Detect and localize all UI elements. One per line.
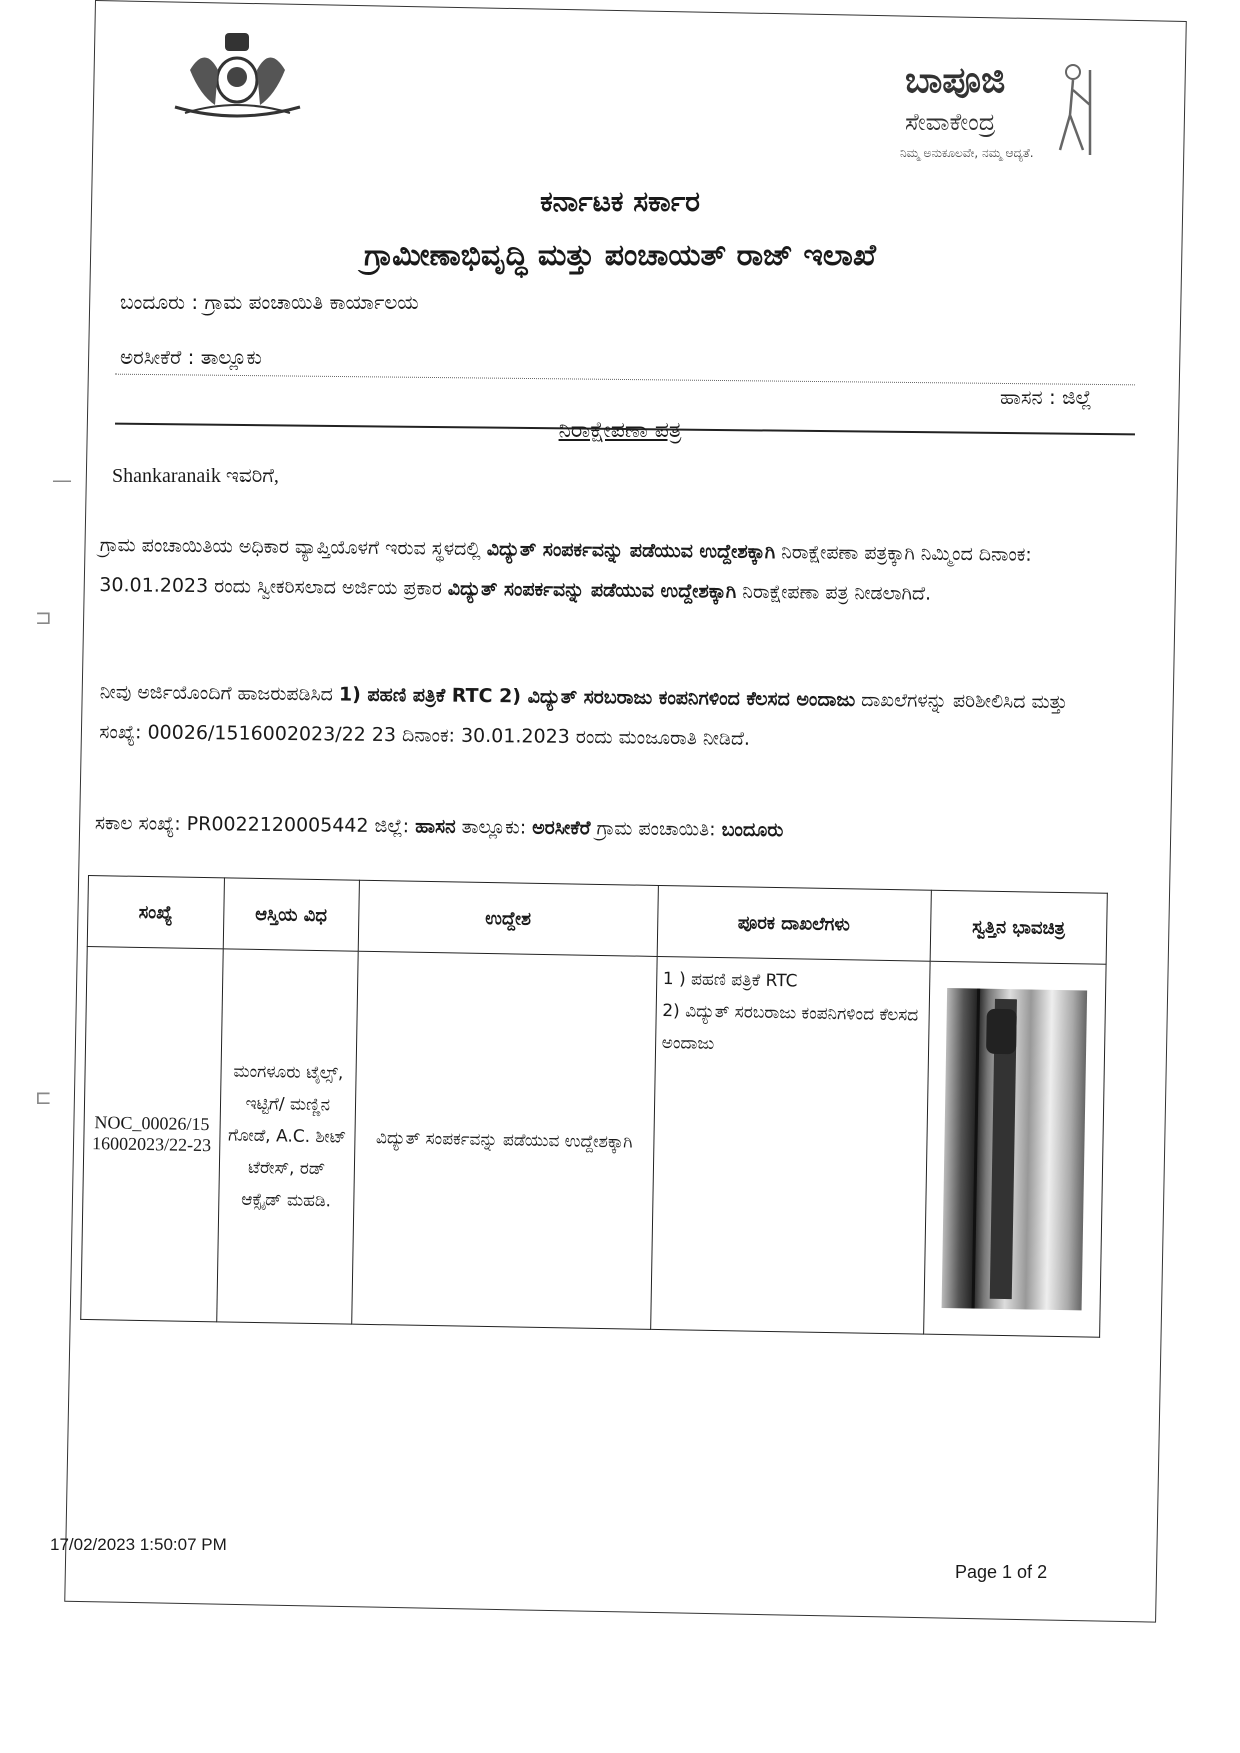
col-purpose-header: ಉದ್ದೇಶ — [358, 880, 658, 956]
scan-mark: — — [52, 468, 72, 492]
government-heading: ಕರ್ನಾಟಕ ಸರ್ಕಾರ — [540, 185, 700, 218]
doc-item: 2) ವಿದ್ಯುತ್ ಸರಬರಾಜು ಕಂಪನಿಗಳಿಂದ ಕೆಲಸದ ಅಂದಾಜು — [661, 1001, 919, 1054]
office-line: ಬಂದೂರು : ಗ್ರಾಮ ಪಂಚಾಯಿತಿ ಕಾರ್ಯಾಲಯ — [120, 290, 419, 314]
table-row — [81, 946, 1106, 1337]
doc-item: 1 ) ಪಹಣಿ ಪತ್ರಿಕೆ RTC — [662, 969, 798, 992]
logo-tagline: ನಿಮ್ಮ ಅನುಕೂಲವೇ, ನಮ್ಮ ಆದ್ಯತೆ. — [900, 146, 1034, 160]
taluk-line: ಅರಸೀಕೆರೆ : ತಾಲ್ಲೂಕು — [120, 345, 262, 369]
noc-number: NOC_00026/1516002023/22-23 — [81, 946, 223, 1321]
karnataka-emblem-icon — [170, 25, 305, 120]
property-photo-cell — [923, 961, 1106, 1337]
property-type: ಮಂಗಳೂರು ಟೈಲ್ಸ್, ಇಟ್ಟಿಗೆ/ ಮಣ್ಣಿನ ಗೋಡೆ, A.C. ಶೀಟ್ ಟೆರೇಸ್, ರಡ್ ಆಕ್ಸೈಡ್ ಮಹಡಿ. — [216, 949, 358, 1324]
paragraph-1: ಗ್ರಾಮ ಪಂಚಾಯಿತಿಯ ಅಧಿಕಾರ ವ್ಯಾಪ್ತಿಯೊಳಗೆ ಇರುವ ಸ್ಥಳದಲ್ಲಿ ವಿದ್ಯುತ್ ಸಂಪರ್ಕವನ್ನು ಪಡೆಯುವ ಉದ್ದೇಶಕ್ಕಾಗಿ ನಿರಾಕ್ಷೇಪಣಾ ಪತ್ರಕ್ಕಾಗಿ ನಿಮ್ಮಿಂದ ದಿನಾಂಕ: 30.01.2023 ರಂದು ಸ್ವೀಕರಿಸಲಾದ ಅರ್ಜಿಯ ಪ್ರಕಾರ ವಿದ್ಯುತ್ ಸಂಪರ್ಕವನ್ನು ಪಡೆಯುವ ಉದ್ದೇಶಕ್ಕಾಗಿ ನಿರಾಕ್ಷೇಪಣಾ ಪತ್ರ ನೀಡಲಾಗಿದೆ. — [99, 533, 1032, 605]
logo-subtitle: ಸೇವಾಕೇಂದ್ರ — [905, 108, 996, 136]
addressee: Shankaranaik ಇವರಿಗೆ, — [112, 465, 279, 487]
department-heading: ಗ್ರಾಮೀಣಾಭಿವೃದ್ಧಿ ಮತ್ತು ಪಂಚಾಯತ್ ರಾಜ್ ಇಲಾಖೆ — [364, 238, 876, 273]
page-number: Page 1 of 2 — [955, 1562, 1048, 1582]
col-photo-header: ಸ್ವತ್ತಿನ ಭಾವಚಿತ್ರ — [930, 890, 1108, 964]
paragraph-2: ನೀವು ಅರ್ಜಿಯೊಂದಿಗೆ ಹಾಜರುಪಡಿಸಿದ 1) ಪಹಣಿ ಪತ್ರಿಕೆ RTC 2) ವಿದ್ಯುತ್ ಸರಬರಾಜು ಕಂಪನಿಗಳಿಂದ ಕೆಲಸದ ಅಂದಾಜು ದಾಖಲೆಗಳನ್ನು ಪರಿಶೀಲಿಸಿದ ಮತ್ತು ಸಂಖ್ಯೆ: 00026/1516002023/22 23 ದಿನಾಂಕ: 30.01.2023 ರಂದು ಮಂಜೂರಾತಿ ನೀಡಿದೆ. — [99, 680, 1068, 750]
noc-table — [80, 875, 1108, 1338]
gandhi-walking-icon — [1045, 60, 1105, 160]
sakala-number: PR0022120005442 — [186, 812, 369, 837]
col-number-header: ಸಂಖ್ಯೆ — [87, 876, 224, 949]
property-photo — [942, 988, 1088, 1310]
scan-mark: ⊏ — [35, 1085, 52, 1109]
col-documents-header: ಪೂರಕ ದಾಖಲೆಗಳು — [657, 885, 931, 961]
logo-name: ಬಾಪೂಜಿ — [905, 60, 1006, 101]
district-line: ಹಾಸನ : ಜಿಲ್ಲೆ — [1000, 385, 1092, 409]
col-property-type-header: ಆಸ್ತಿಯ ವಿಧ — [223, 878, 360, 951]
print-timestamp: 17/02/2023 1:50:07 PM — [50, 1535, 227, 1554]
document-title: ನಿರಾಕ್ಷೇಪಣಾ ಪತ್ರ — [558, 418, 682, 443]
bapuji-seva-kendra-logo — [895, 60, 1115, 180]
scan-mark: ⊐ — [35, 605, 52, 629]
sakala-line: ಸಕಾಲ ಸಂಖ್ಯೆ: PR0022120005442 ಜಿಲ್ಲೆ: ಹಾಸನ ತಾಲ್ಲೂಕು: ಅರಸೀಕೆರೆ ಗ್ರಾಮ ಪಂಚಾಯಿತಿ: ಬಂದೂರು — [94, 812, 784, 842]
purpose: ವಿದ್ಯುತ್ ಸಂಪರ್ಕವನ್ನು ಪಡೆಯುವ ಉದ್ದೇಶಕ್ಕಾಗಿ — [352, 951, 657, 1329]
supporting-documents — [650, 956, 930, 1334]
